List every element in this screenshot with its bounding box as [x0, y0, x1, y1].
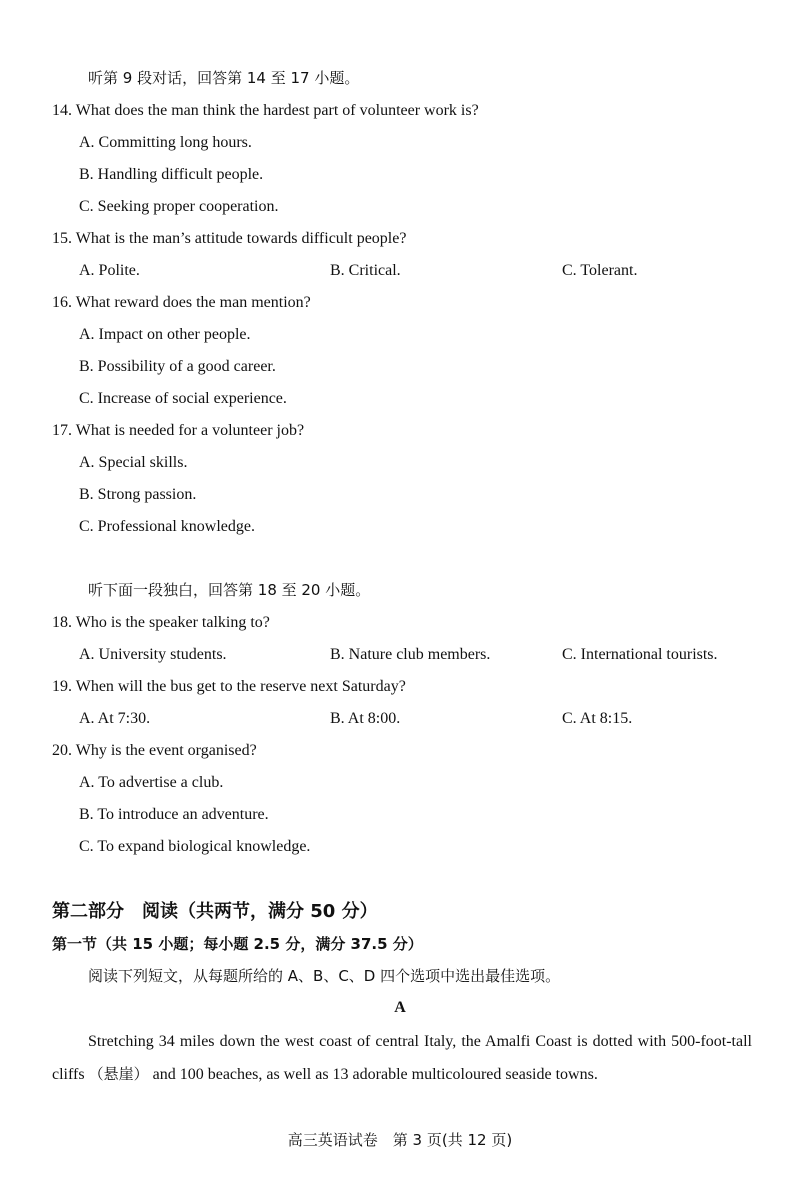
question-17-option-b: B. Strong passion.	[79, 486, 197, 503]
passage-text-part-1: Stretching 34 miles down the west coast of central Italy, the Amalfi Coast is dotted with 500-foot-tall cliffs	[52, 1033, 752, 1083]
passage-a-text	[52, 1026, 752, 1091]
question-18-option-a: A. University students.	[79, 646, 227, 663]
passage-label: A	[394, 999, 406, 1016]
question-16-option-c: C. Increase of social experience.	[79, 390, 287, 407]
page-footer: 高三英语试卷 第 3 页(共 12 页)	[287, 1131, 513, 1149]
question-20-option-a: A. To advertise a club.	[79, 774, 224, 791]
monologue-instruction: 听下面一段独白，回答第 18 至 20 小题。	[88, 581, 371, 599]
question-14-option-c: C. Seeking proper cooperation.	[79, 198, 279, 215]
dialogue-9-instruction: 听第 9 段对话，回答第 14 至 17 小题。	[88, 69, 360, 87]
question-18-stem: 18. Who is the speaker talking to?	[52, 614, 270, 631]
question-14-option-b: B. Handling difficult people.	[79, 166, 264, 183]
part-2-title: 第二部分 阅读（共两节，满分 50 分）	[52, 901, 378, 922]
question-15-option-a: A. Polite.	[79, 262, 140, 279]
question-17-stem: 17. What is needed for a volunteer job?	[52, 422, 305, 439]
question-19-option-b: B. At 8:00.	[330, 710, 401, 727]
question-20-option-b: B. To introduce an adventure.	[79, 806, 269, 823]
question-14-option-a: A. Committing long hours.	[79, 134, 252, 151]
question-18-option-b: B. Nature club members.	[330, 646, 491, 663]
question-18-option-c: C. International tourists.	[562, 646, 718, 663]
question-15-option-c: C. Tolerant.	[562, 262, 638, 279]
question-19-option-c: C. At 8:15.	[562, 710, 633, 727]
question-20-stem: 20. Why is the event organised?	[52, 742, 257, 759]
question-17-option-c: C. Professional knowledge.	[79, 518, 255, 535]
section-1-title: 第一节（共 15 小题；每小题 2.5 分，满分 37.5 分）	[52, 935, 423, 953]
passage-cjk-gloss: （悬崖）	[88, 1065, 149, 1083]
question-14-stem: 14. What does the man think the hardest part of volunteer work is?	[52, 102, 479, 119]
question-20-option-c: C. To expand biological knowledge.	[79, 838, 311, 855]
question-15-stem: 15. What is the man’s attitude towards difficult people?	[52, 230, 407, 247]
question-16-option-b: B. Possibility of a good career.	[79, 358, 276, 375]
question-16-option-a: A. Impact on other people.	[79, 326, 251, 343]
question-19-option-a: A. At 7:30.	[79, 710, 151, 727]
question-19-stem: 19. When will the bus get to the reserve next Saturday?	[52, 678, 406, 695]
question-16-stem: 16. What reward does the man mention?	[52, 294, 311, 311]
reading-instruction: 阅读下列短文，从每题所给的 A、B、C、D 四个选项中选出最佳选项。	[88, 967, 561, 985]
question-17-option-a: A. Special skills.	[79, 454, 188, 471]
passage-text-part-2: and 100 beaches, as well as 13 adorable multicoloured seaside towns.	[148, 1066, 598, 1083]
question-15-option-b: B. Critical.	[330, 262, 401, 279]
